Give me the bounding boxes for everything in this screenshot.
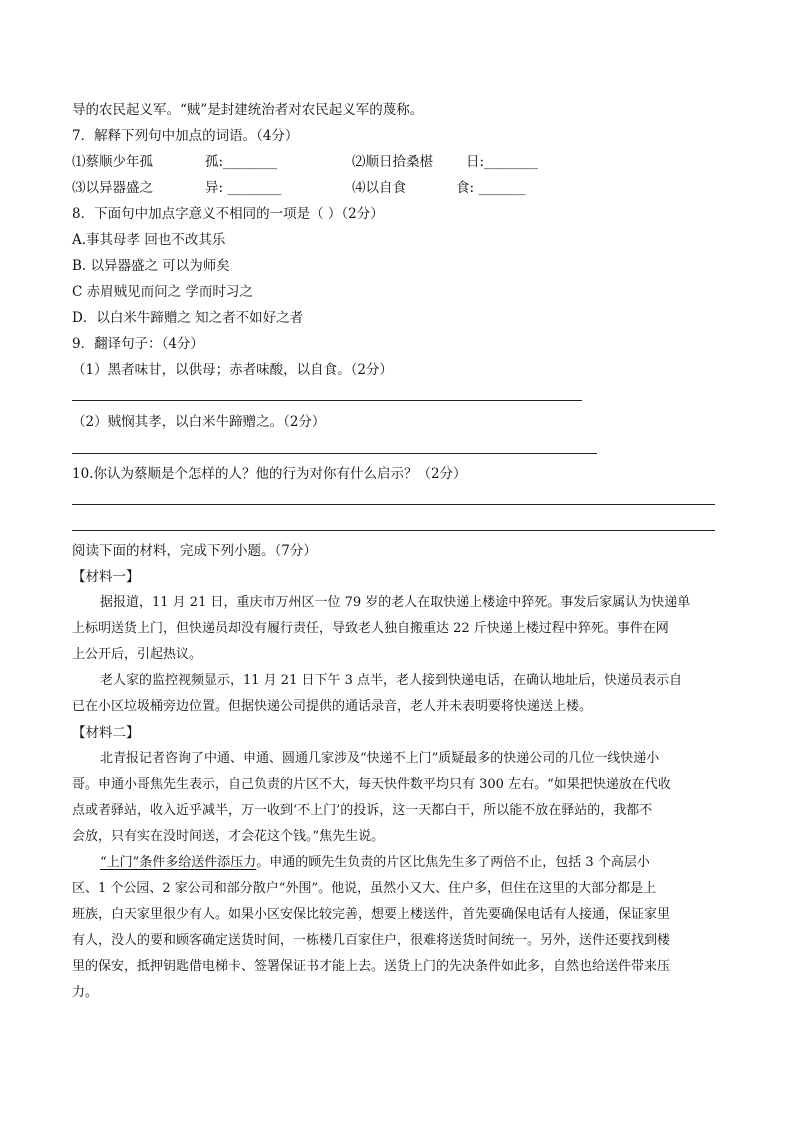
question-7-heading: 7．解释下列句中加点的词语。（4分） [72,128,299,144]
q7-item-4-answer: 食: _______ [456,180,526,196]
material-2-text: 班族，白天家里很少有人。如果小区安保比较完善，想要上楼送件，首先要确保电话有人接通，保证家里 [72,907,671,922]
material-1-text: 已在小区垃圾桶旁边位置。但据快递公司提供的通话录音，老人并未表明要将快递送上楼。 [72,699,593,714]
q8-option-b: B. 以异器盛之 可以为师矣 [72,258,230,274]
q8-option-c: C 赤眉贼见而问之 学而时习之 [72,284,253,300]
material-2-text: 力。 [72,985,99,1000]
question-9-heading: 9．翻译句子：（4分） [72,336,204,352]
material-2-text: 哥。申通小哥焦先生表示，自己负责的片区不大，每天快件数平均只有 300 左右。“如果把快递放在代收 [72,777,671,792]
material-2-title: 【材料二】 [72,725,140,741]
material-2-text: 点或者驿站，收入近乎减半，万一收到‘不上门’的投诉，这一天都白干，所以能不放在驿站的，我都不 [72,803,653,818]
material-2-text: 会放，只有实在没时间送，才会花这个钱。”焦先生说。 [72,829,385,844]
q8-option-d: D．以白米牛蹄赠之 知之者不如好之者 [72,310,304,326]
q7-item-4-sentence: ⑷以自食 [352,180,406,196]
answer-line [72,400,582,401]
answer-line [72,453,597,454]
sentence-continuation: 。申通的顾先生负责的片区比焦先生多了两倍不止，包括 3 个高层小 [256,855,650,870]
material-1-text: 老人家的监控视频显示，11 月 21 日下午 3 点半，老人接到快递电话，在确认地址后，快递员表示自 [100,673,683,688]
text-line: 导的农民起义军。“贼”是封建统治者对农民起义军的蔑称。 [72,102,424,118]
material-1-text: 上公开后，引起热议。 [72,647,203,662]
q9-sentence-1: （1）黑者味甘，以供母；赤者味酸，以自食。（2分） [72,362,393,378]
answer-line [72,504,715,505]
q7-item-2-answer: 日:________ [466,154,539,170]
material-2-text: 区、1 个公园、2 家公司和部分散户“外围”。他说，虽然小又大、住户多，但住在这里的大部分都是上 [72,881,657,896]
q9-sentence-2: （2）贼悯其孝，以白米牛蹄赠之。（2分） [72,414,326,430]
material-1-text: 据报道，11 月 21 日，重庆市万州区一位 79 岁的老人在取快递上楼途中猝死。事发后家属认为快递单 [100,595,691,610]
q7-item-1-answer: 孤:________ [205,154,278,170]
q7-item-3-sentence: ⑶以异器盛之 [72,180,153,196]
material-1-text: 上标明送货上门，但快递员却没有履行责任，导致老人独自搬重达 22 斤快递上楼过程中猝死。事件在网 [72,621,669,636]
material-1-title: 【材料一】 [72,569,140,585]
question-10-heading: 10.你认为蔡顺是个怎样的人？他的行为对你有什么启示？（2分） [72,466,467,482]
answer-line [72,530,715,531]
question-8-heading: 8．下面句中加点字意义不相同的一项是（ ）（2分） [72,206,384,222]
material-2-text: 里的保安，抵押钥匙借电梯卡、签署保证书才能上去。送货上门的先决条件如此多，自然也给送件带来压 [72,959,671,974]
reading-intro: 阅读下面的材料，完成下列小题。（7分） [72,543,317,559]
material-2-text [100,853,650,873]
material-2-text: 北青报记者咨询了中通、申通、圆通几家涉及“快递不上门”质疑最多的快递公司的几位一线快递小 [100,751,660,766]
material-2-text: 有人，没人的要和顾客确定送货时间，一栋楼几百家住户，很难将送货时间统一。另外，送件还要找到楼 [72,933,671,948]
q7-item-2-sentence: ⑵顺日拾桑椹 [352,154,433,170]
q7-item-1-sentence: ⑴蔡顺少年孤 [72,154,153,170]
q7-item-3-answer: 异: ________ [205,180,282,196]
q8-option-a: A.事其母孝 回也不改其乐 [72,232,226,248]
underlined-phrase: “上门”条件多给送件添压力 [100,855,257,870]
